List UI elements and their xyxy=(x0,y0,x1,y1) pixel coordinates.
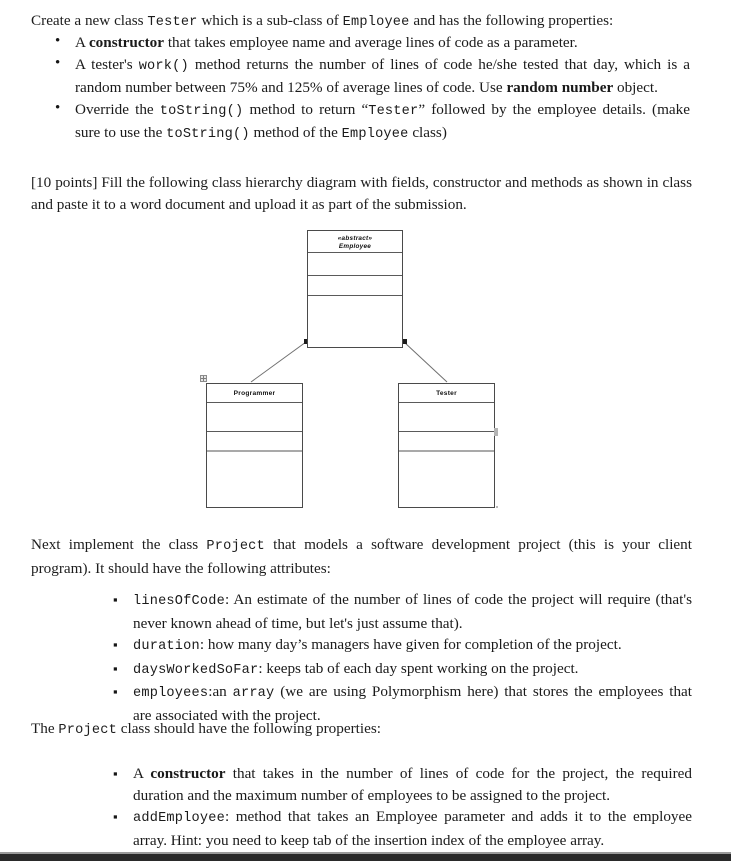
list-item: ▪ daysWorkedSoFar: keeps tab of each day spent working on the project. xyxy=(133,658,692,682)
intro-text-mid: which is a sub-class of xyxy=(197,12,343,29)
project-intro-after: that models a software development project (this is your client program). It should have the following attributes: xyxy=(31,536,692,577)
intro-code-tester: Tester xyxy=(147,15,198,30)
uml-programmer-divider-3 xyxy=(207,450,302,452)
project-properties-list xyxy=(133,763,692,851)
list-item: ▪ duration: how many day’s managers have given for completion of the project. xyxy=(133,634,692,658)
intro-text-lead: Create a new class xyxy=(31,12,148,29)
list-item: • A constructor that takes employee name and average lines of code as a parameter. xyxy=(75,32,690,54)
tester-properties-list xyxy=(75,32,690,146)
list-item: ▪ addEmployee: method that takes an Employee parameter and adds it to the employee array. Hint: you need to keep tab of the insertion index of the employee array. xyxy=(133,806,692,851)
corner-marker-icon xyxy=(496,506,498,508)
uml-programmer-name: Programmer xyxy=(233,390,276,397)
project-properties-intro xyxy=(31,718,692,742)
list-item: • Override the toString() method to return “Tester” followed by the employee details. (make sure to use the toString() method of the Employee class) xyxy=(75,99,690,146)
project-intro-before: Next implement the class xyxy=(31,536,207,553)
uml-class-employee xyxy=(307,230,403,348)
uml-employee-stereotype: «abstract» xyxy=(337,235,373,242)
arrowhead-right-icon xyxy=(402,339,407,344)
list-item: ▪ employees:an array (we are using Polymorphism here) that stores the employees that are associated with the project. xyxy=(133,681,692,726)
list-item: ▪ linesOfCode: An estimate of the number of lines of code the project will require (that's never known ahead of time, but let's just assume that). xyxy=(133,589,692,634)
page-bottom-edge xyxy=(0,854,731,861)
generalization-line-tester xyxy=(404,342,447,382)
uml-tester-divider-2 xyxy=(399,431,494,432)
project-intro-code: Project xyxy=(206,539,265,554)
uml-programmer-divider-2 xyxy=(207,431,302,432)
intro-code-employee: Employee xyxy=(342,15,410,30)
points-paragraph: [10 points] Fill the following class hierarchy diagram with fields, constructor and methods as shown in class and paste it to a word document and upload it as part of the submission. xyxy=(31,174,692,213)
uml-tester-name: Tester xyxy=(436,390,457,397)
project-attributes-list xyxy=(133,589,692,726)
uml-tester-divider-1 xyxy=(399,402,494,403)
resize-handle-icon xyxy=(494,428,498,436)
list-item: • A tester's work() method returns the number of lines of code he/she tested that day, which is a random number between 75% and 125% of average lines of code. Use random number object. xyxy=(75,54,690,99)
uml-tester-divider-3 xyxy=(399,450,494,452)
project-intro-paragraph xyxy=(31,534,692,579)
uml-class-tester xyxy=(398,383,495,508)
intro-text-tail: and has the following properties: xyxy=(409,12,614,29)
properties-intro-after: class should have the following properties: xyxy=(116,720,381,737)
uml-programmer-divider-1 xyxy=(207,402,302,403)
uml-employee-divider-1 xyxy=(308,252,402,253)
uml-employee-divider-2 xyxy=(308,275,402,276)
intro-paragraph xyxy=(31,10,696,34)
uml-employee-divider-3 xyxy=(308,295,402,296)
list-item: ▪ A constructor that takes in the number of lines of code for the project, the required duration and the maximum number of employees to be assigned to the project. xyxy=(133,763,692,806)
uml-employee-name: Employee xyxy=(338,243,372,250)
properties-intro-code: Project xyxy=(58,723,117,738)
arrowhead-left-icon xyxy=(304,339,309,344)
generalization-line-programmer xyxy=(251,342,306,382)
uml-class-programmer xyxy=(206,383,303,508)
selection-handle-icon xyxy=(200,375,207,382)
properties-intro-before: The xyxy=(31,720,59,737)
